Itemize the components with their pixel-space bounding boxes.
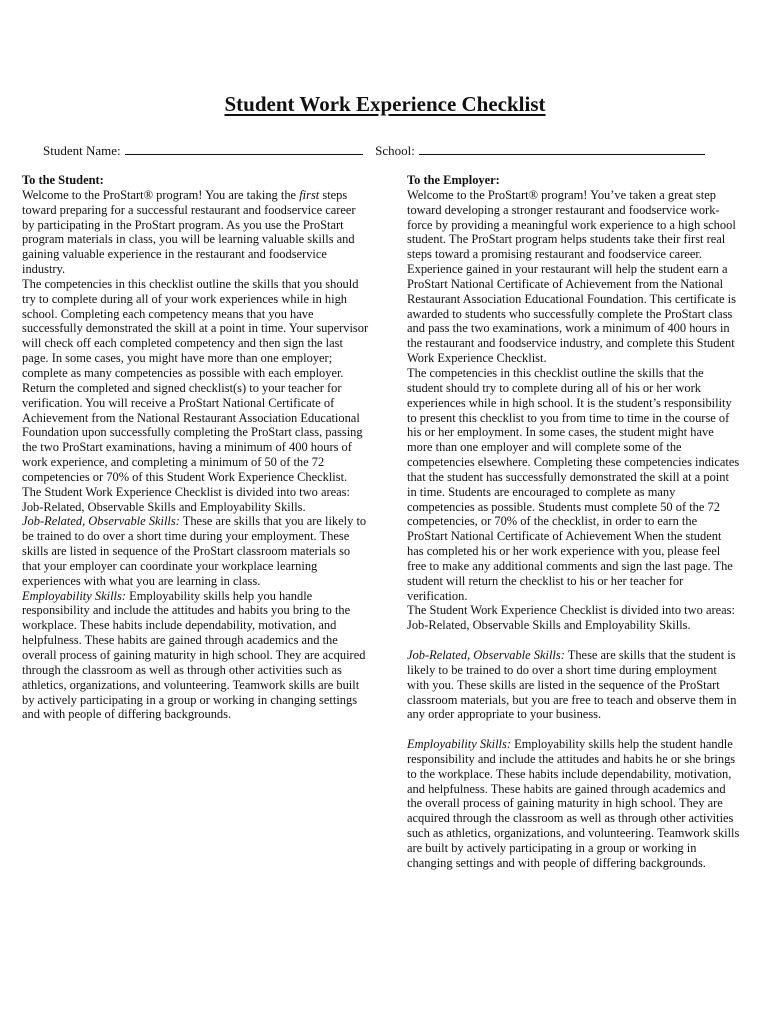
student-intro-text-end: steps toward preparing for a successful restaurant and foodservice career by participating in the ProStart program. As you use the ProStart program materials in class, you will be learning valuable skills and gaining valuable experience in the restaurant and foodservice industry. bbox=[22, 187, 356, 277]
header-fields bbox=[43, 141, 705, 159]
student-name-label: Student Name: bbox=[43, 143, 121, 158]
employer-employability-label: Employability Skills: bbox=[407, 737, 511, 752]
employer-job-related-label: Job-Related, Observable Skills: bbox=[407, 648, 565, 662]
student-intro-text: Welcome to the ProStart® program! You are taking the bbox=[22, 187, 300, 202]
employer-column bbox=[407, 173, 740, 871]
student-intro bbox=[22, 188, 369, 277]
employer-paragraph-job-related bbox=[407, 648, 740, 722]
student-job-related-text: These are skills that you are likely to be trained to do over a short time during your employment. These skills are listed in sequence of the ProStart classroom materials so that your employer can coordinate your workplace learning experiences with what you are learning in class. bbox=[22, 514, 367, 588]
employer-intro: Welcome to the ProStart® program! You’ve taken a great step toward developing a stronger restaurant and foodservice work-force by providing a meaningful work experience to a high school student. The ProStart program helps students take their first real steps toward a promising restaurant and foodservice career. Experience gained in your restaurant will help the student earn a ProStart National Certificate of Achievement from the National Restaurant Association Educational Foundation. This certificate is awarded to students who successfully complete the ProStart class and pass the two examinations, work a minimum of 400 hours in the restaurant and foodservice industry, and complete this Student Work Experience Checklist. bbox=[407, 187, 736, 366]
employer-paragraph-competencies: The competencies in this checklist outline the skills that the student should try to complete during all of his or her work experiences while in high school. It is the student’s responsibility to present this checklist to you from time to time in the course of his or her employment. In some cases, the student might have more than one employer and will complete some of the competencies elsewhere. Completing these competencies indicates that the student has successfully demonstrated the skill at a point in time. Students are encouraged to complete as many competencies as possible. Students must complete 50 of the 72 competencies, or 70% of the checklist, in order to earn the ProStart National Certificate of Achievement When the student has completed his or her work experience with you, please feel free to make any additional comments and sign the last page. The student will return the checklist to his or her teacher for verification. bbox=[407, 365, 740, 603]
employer-paragraph-employability bbox=[407, 737, 740, 871]
student-employability-text: Employability skills help you handle responsibility and include the attitudes and habits you bring to the workplace. These habits include dependability, motivation, and helpfulness. These habits are gained through academics and the overall process of gaining maturity in high school. They are acquired through the classroom as well as through other activities such as athletics, organizations, and volunteering. Teamwork skills are built by actively participating in a group or working in changing settings and with people of differing backgrounds. bbox=[22, 588, 366, 722]
page-title: Student Work Experience Checklist bbox=[224, 92, 546, 116]
student-intro-emphasis: first bbox=[299, 187, 320, 202]
student-paragraph-areas: The Student Work Experience Checklist is divided into two areas: Job-Related, Observable Skills and Employability Skills. bbox=[22, 484, 350, 514]
employer-employability-text: Employability skills help the student handle responsibility and include the attitudes and habits he or she brings to the workplace. These habits include dependability, motivation, and helpfulness. These habits are gained through academics and the overall process of gaining maturity in high school. They are acquired through the classroom as well as through other activities such as athletics, organizations, and volunteering. Teamwork skills are built by actively participating in a group or working in changing settings and with people of differing backgrounds. bbox=[407, 737, 740, 870]
student-heading: To the Student: bbox=[22, 173, 104, 187]
student-name-field[interactable] bbox=[125, 141, 363, 155]
student-paragraph-competencies: The competencies in this checklist outline the skills that you should try to complete during all of your work experiences while in high school. Completing each competency means that you have successfully demonstrated the skill at a point in time. Your supervisor will check off each completed competency and then sign the last page. In some cases, you might have more than one employer; complete as many competencies as possible with each employer. Return the completed and signed checklist(s) to your teacher for verification. You will receive a ProStart National Certificate of Achievement from the National Restaurant Association Educational Foundation upon successfully completing the ProStart class, passing the two ProStart examinations, having a minimum of 400 hours of work experience, and completing a minimum of 50 of the 72 competencies or 70% of this Student Work Experience Checklist. bbox=[22, 276, 369, 484]
student-job-related-label: Job-Related, Observable Skills: bbox=[22, 514, 180, 529]
student-column bbox=[22, 173, 369, 722]
student-paragraph-job-related bbox=[22, 514, 369, 588]
student-paragraph-employability bbox=[22, 589, 369, 723]
employer-job-related-text: These are skills that the student is likely to be trained to do over a short time during employment with you. These skills are listed in the sequence of the ProStart classroom materials, but you are free to teach and observe them in any order appropriate to your business. bbox=[407, 648, 737, 722]
employer-paragraph-areas: The Student Work Experience Checklist is divided into two areas: Job-Related, Observable Skills and Employability Skills. bbox=[407, 603, 735, 633]
employer-heading: To the Employer: bbox=[407, 173, 500, 187]
student-employability-label: Employability Skills: bbox=[22, 588, 126, 603]
school-field[interactable] bbox=[419, 141, 705, 155]
school-label: School: bbox=[375, 143, 415, 158]
